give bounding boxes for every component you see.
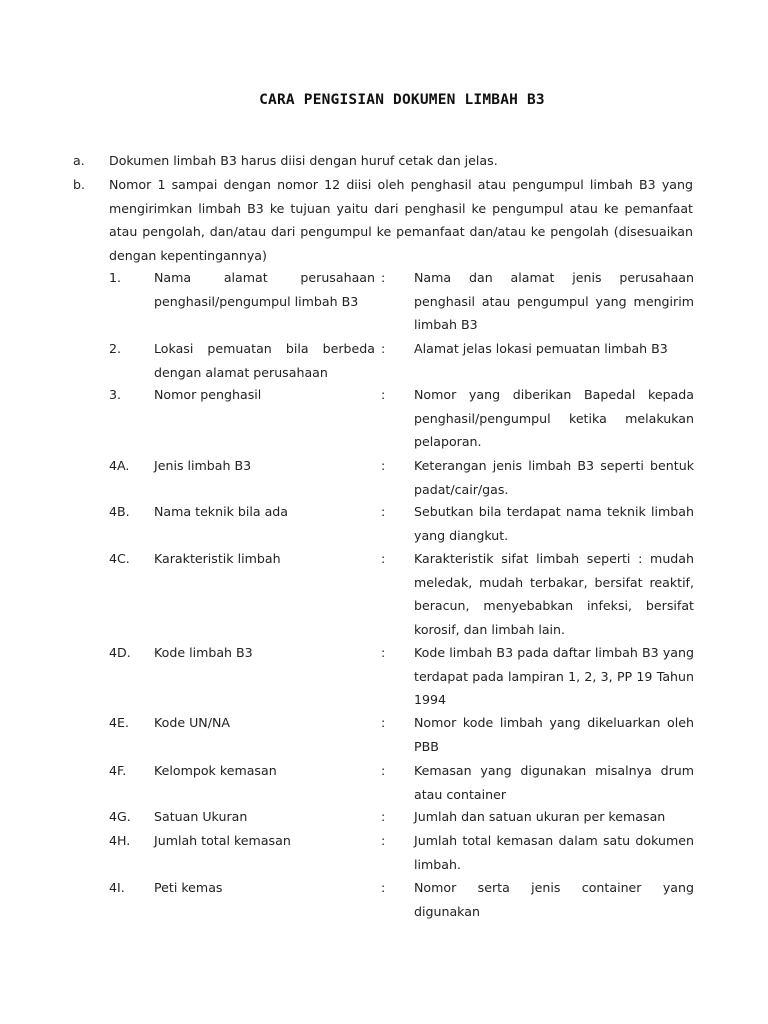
item-separator: : (381, 341, 386, 356)
item-label: Jumlah total kemasan (154, 833, 291, 848)
item-label: Peti kemas (154, 880, 223, 895)
item-description: Alamat jelas lokasi pemuatan limbah B3 (414, 341, 668, 356)
item-label: Nama alamat perusahaan penghasil/pengumpul limbah B3 (154, 270, 375, 309)
item-separator: : (381, 833, 386, 848)
item-label: Nama teknik bila ada (154, 504, 289, 519)
item-number: 4I. (109, 880, 125, 895)
item-number: 4C. (109, 551, 130, 566)
item-number: 1. (109, 270, 122, 285)
item-separator: : (381, 458, 386, 473)
item-separator: : (381, 809, 386, 824)
item-number: 4H. (109, 833, 131, 848)
item-description: Jumlah total kemasan dalam satu dokumen limbah. (414, 833, 694, 872)
item-number: 4D. (109, 645, 131, 660)
item-separator: : (381, 763, 386, 778)
item-description: Sebutkan bila terdapat nama teknik limbah yang diangkut. (414, 504, 694, 543)
item-separator: : (381, 715, 386, 730)
item-label: Kode limbah B3 (154, 645, 253, 660)
item-separator: : (381, 270, 386, 285)
item-number: 3. (109, 387, 122, 402)
item-separator: : (381, 387, 386, 402)
item-label: Satuan Ukuran (154, 809, 248, 824)
item-number: 2. (109, 341, 122, 356)
item-number: 4F. (109, 763, 127, 778)
paragraph-text: Nomor 1 sampai dengan nomor 12 diisi oleh penghasil atau pengumpul limbah B3 yang mengirimkan limbah B3 ke tujuan yaitu dari penghasil ke pengumpul atau ke pemanfaat atau pengolah, dan/atau dari pengumpul ke pemanfaat dan/atau ke pengolah (disesuaikan dengan kepentingannya) (109, 177, 693, 263)
paragraph-marker: b. (73, 177, 85, 192)
item-label: Kode UN/NA (154, 715, 230, 730)
item-description: Kode limbah B3 pada daftar limbah B3 yang terdapat pada lampiran 1, 2, 3, PP 19 Tahun 1994 (414, 645, 694, 707)
item-separator: : (381, 880, 386, 895)
item-description: Kemasan yang digunakan misalnya drum atau container (414, 763, 694, 802)
item-description: Keterangan jenis limbah B3 seperti bentuk padat/cair/gas. (414, 458, 694, 497)
item-description: Nama dan alamat jenis perusahaan penghasil atau pengumpul yang mengirim limbah B3 (414, 270, 694, 332)
item-label: Jenis limbah B3 (154, 458, 252, 473)
item-description: Nomor serta jenis container yang digunakan (414, 880, 694, 919)
item-description: Nomor kode limbah yang dikeluarkan oleh PBB (414, 715, 694, 754)
item-number: 4A. (109, 458, 130, 473)
item-number: 4B. (109, 504, 130, 519)
item-number: 4G. (109, 809, 131, 824)
item-separator: : (381, 504, 386, 519)
item-separator: : (381, 551, 386, 566)
paragraph-text: Dokumen limbah B3 harus diisi dengan huruf cetak dan jelas. (109, 153, 498, 168)
item-separator: : (381, 645, 386, 660)
item-label: Lokasi pemuatan bila berbeda dengan alamat perusahaan (154, 341, 375, 380)
item-description: Karakteristik sifat limbah seperti : mudah meledak, mudah terbakar, bersifat reaktif, beracun, menyebabkan infeksi, bersifat korosif, dan limbah lain. (414, 551, 694, 637)
item-label: Kelompok kemasan (154, 763, 277, 778)
item-label: Karakteristik limbah (154, 551, 281, 566)
paragraph-marker: a. (73, 153, 85, 168)
item-description: Nomor yang diberikan Bapedal kepada penghasil/pengumpul ketika melakukan pelaporan. (414, 387, 694, 449)
item-description: Jumlah dan satuan ukuran per kemasan (414, 809, 666, 824)
item-number: 4E. (109, 715, 129, 730)
document-title: CARA PENGISIAN DOKUMEN LIMBAH B3 (259, 92, 545, 108)
item-label: Nomor penghasil (154, 387, 262, 402)
